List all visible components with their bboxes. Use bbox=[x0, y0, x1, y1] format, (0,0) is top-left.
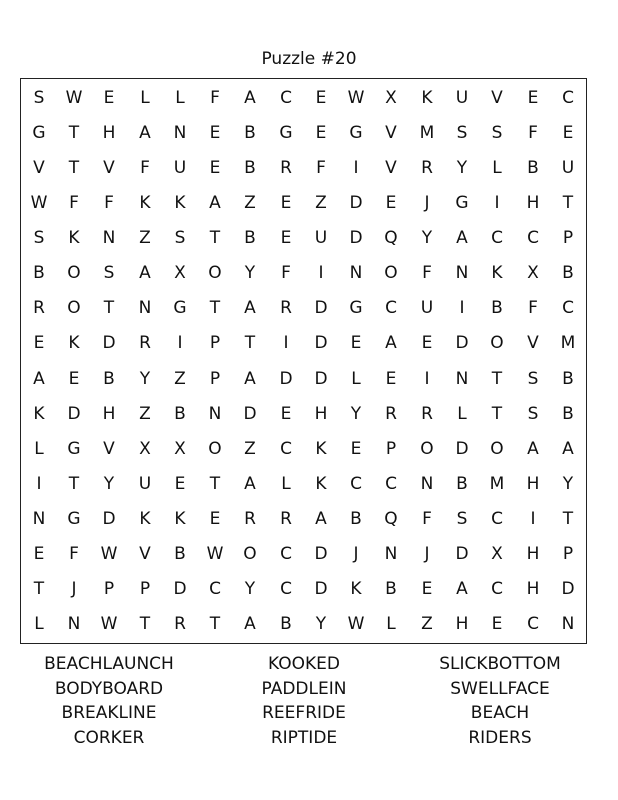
grid-cell[interactable]: T bbox=[68, 474, 80, 494]
grid-cell[interactable]: L bbox=[175, 88, 185, 108]
grid-cell[interactable]: Z bbox=[139, 228, 151, 248]
grid-cell[interactable]: X bbox=[174, 263, 186, 283]
grid-cell[interactable]: A bbox=[527, 439, 539, 459]
grid-cell[interactable]: R bbox=[421, 158, 433, 178]
grid-row bbox=[21, 467, 586, 502]
grid-row bbox=[21, 537, 586, 572]
grid-cell[interactable]: B bbox=[456, 474, 468, 494]
grid-cell[interactable]: D bbox=[314, 579, 328, 599]
grid-cell[interactable]: T bbox=[209, 614, 221, 634]
grid-cell[interactable]: O bbox=[490, 333, 504, 353]
grid-cell[interactable]: I bbox=[494, 193, 500, 213]
grid-row bbox=[21, 502, 586, 537]
grid-cell[interactable]: T bbox=[209, 228, 221, 248]
grid-cell[interactable]: O bbox=[243, 544, 257, 564]
grid-cell[interactable]: A bbox=[244, 369, 256, 389]
grid-cell[interactable]: H bbox=[455, 614, 469, 634]
grid-cell[interactable]: C bbox=[562, 88, 574, 108]
grid-cell[interactable]: C bbox=[350, 474, 362, 494]
grid-cell[interactable]: A bbox=[244, 474, 256, 494]
grid-cell[interactable]: U bbox=[420, 298, 434, 318]
grid-cell[interactable]: O bbox=[208, 263, 222, 283]
grid-cell[interactable]: C bbox=[385, 298, 397, 318]
grid-row bbox=[21, 397, 586, 432]
grid-cell[interactable]: K bbox=[174, 193, 186, 213]
grid-cell[interactable]: T bbox=[491, 369, 503, 389]
grid-cell[interactable]: K bbox=[139, 509, 151, 529]
grid-cell[interactable]: K bbox=[68, 333, 80, 353]
grid-cell[interactable]: W bbox=[100, 614, 118, 634]
grid-cell[interactable]: P bbox=[139, 579, 151, 599]
grid-cell[interactable]: Y bbox=[421, 228, 433, 248]
grid-cell[interactable]: E bbox=[491, 614, 503, 634]
grid-cell[interactable]: W bbox=[347, 88, 365, 108]
grid-cell[interactable]: C bbox=[491, 228, 503, 248]
grid-cell[interactable]: C bbox=[491, 509, 503, 529]
grid-row bbox=[21, 291, 586, 326]
grid-cell[interactable]: D bbox=[455, 333, 469, 353]
grid-cell[interactable]: V bbox=[139, 544, 151, 564]
grid-cell[interactable]: L bbox=[140, 88, 150, 108]
grid-row bbox=[21, 256, 586, 291]
grid-cell[interactable]: E bbox=[421, 579, 433, 599]
grid-row bbox=[21, 116, 586, 151]
grid-cell[interactable]: R bbox=[139, 333, 151, 353]
grid-cell[interactable]: T bbox=[562, 509, 574, 529]
grid-cell[interactable]: X bbox=[139, 439, 151, 459]
grid-cell[interactable]: B bbox=[491, 298, 503, 318]
grid-cell[interactable]: T bbox=[209, 474, 221, 494]
grid-cell[interactable]: F bbox=[104, 193, 114, 213]
grid-cell[interactable]: E bbox=[562, 123, 574, 143]
word-list-item: REEFRIDE bbox=[262, 703, 346, 724]
grid-cell[interactable]: P bbox=[209, 333, 221, 353]
grid-cell[interactable]: J bbox=[71, 579, 77, 599]
word-list-item: SWELLFACE bbox=[450, 678, 550, 699]
grid-cell[interactable]: R bbox=[280, 298, 292, 318]
grid-cell[interactable]: R bbox=[421, 404, 433, 424]
grid-cell[interactable]: N bbox=[420, 474, 434, 494]
grid-cell[interactable]: V bbox=[385, 158, 397, 178]
grid-cell[interactable]: V bbox=[33, 158, 45, 178]
grid-cell[interactable]: P bbox=[562, 544, 574, 564]
grid-cell[interactable]: L bbox=[386, 614, 396, 634]
grid-cell[interactable]: X bbox=[174, 439, 186, 459]
grid-cell[interactable]: E bbox=[103, 88, 115, 108]
grid-cell[interactable]: S bbox=[174, 228, 186, 248]
grid-cell[interactable]: M bbox=[489, 474, 505, 494]
grid-cell[interactable]: S bbox=[527, 404, 539, 424]
grid-cell[interactable]: Y bbox=[315, 614, 327, 634]
grid-cell[interactable]: C bbox=[385, 474, 397, 494]
puzzle-title: Puzzle #20 bbox=[261, 49, 357, 69]
grid-cell[interactable]: F bbox=[422, 509, 432, 529]
grid-cell[interactable]: Z bbox=[244, 439, 256, 459]
grid-cell[interactable]: A bbox=[562, 439, 574, 459]
grid-cell[interactable]: C bbox=[527, 614, 539, 634]
grid-cell[interactable]: E bbox=[209, 158, 221, 178]
grid-cell[interactable]: U bbox=[561, 158, 575, 178]
grid-cell[interactable]: H bbox=[526, 579, 540, 599]
grid-cell[interactable]: V bbox=[103, 439, 115, 459]
grid-cell[interactable]: B bbox=[33, 263, 45, 283]
grid-cell[interactable]: L bbox=[457, 404, 467, 424]
grid-cell[interactable]: H bbox=[526, 544, 540, 564]
grid-cell[interactable]: T bbox=[244, 333, 256, 353]
grid-cell[interactable]: T bbox=[103, 298, 115, 318]
grid-cell[interactable]: K bbox=[491, 263, 503, 283]
grid-cell[interactable]: D bbox=[102, 333, 116, 353]
grid-row bbox=[21, 572, 586, 607]
grid-cell[interactable]: J bbox=[353, 544, 359, 564]
grid-cell[interactable]: M bbox=[560, 333, 576, 353]
grid-cell[interactable]: Z bbox=[315, 193, 327, 213]
grid-cell[interactable]: F bbox=[210, 88, 220, 108]
grid-cell[interactable]: A bbox=[139, 123, 151, 143]
grid-cell[interactable]: Y bbox=[350, 404, 362, 424]
grid-cell[interactable]: F bbox=[316, 158, 326, 178]
word-list-item: BODYBOARD bbox=[54, 678, 164, 699]
grid-cell[interactable]: K bbox=[315, 474, 327, 494]
grid-cell[interactable]: A bbox=[139, 263, 151, 283]
grid-cell[interactable]: V bbox=[527, 333, 539, 353]
grid-cell[interactable]: R bbox=[385, 404, 397, 424]
grid-cell[interactable]: T bbox=[68, 158, 80, 178]
word-list bbox=[0, 652, 618, 762]
grid-cell[interactable]: Y bbox=[244, 263, 256, 283]
grid-cell[interactable]: H bbox=[526, 193, 540, 213]
grid-cell[interactable]: C bbox=[562, 298, 574, 318]
grid-cell[interactable]: A bbox=[209, 193, 221, 213]
grid-cell[interactable]: J bbox=[424, 193, 430, 213]
grid-cell[interactable]: N bbox=[173, 123, 187, 143]
grid-cell[interactable]: R bbox=[33, 298, 45, 318]
grid-cell[interactable]: H bbox=[314, 404, 328, 424]
grid-cell[interactable]: S bbox=[456, 509, 468, 529]
grid-cell[interactable]: E bbox=[350, 333, 362, 353]
grid-cell[interactable]: O bbox=[420, 439, 434, 459]
grid-cell[interactable]: W bbox=[65, 88, 83, 108]
grid-cell[interactable]: W bbox=[347, 614, 365, 634]
grid-cell[interactable]: E bbox=[33, 333, 45, 353]
grid-cell[interactable]: Z bbox=[139, 404, 151, 424]
grid-cell[interactable]: K bbox=[350, 579, 362, 599]
word-list-column bbox=[204, 652, 404, 750]
grid-cell[interactable]: A bbox=[244, 298, 256, 318]
grid-cell[interactable]: C bbox=[280, 544, 292, 564]
grid-row bbox=[21, 186, 586, 221]
grid-cell[interactable]: A bbox=[244, 614, 256, 634]
grid-cell[interactable]: Y bbox=[562, 474, 574, 494]
word-list-item: SLICKBOTTOM bbox=[439, 654, 561, 674]
grid-cell[interactable]: E bbox=[385, 369, 397, 389]
grid-cell[interactable]: D bbox=[243, 404, 257, 424]
grid-cell[interactable]: E bbox=[315, 88, 327, 108]
grid-cell[interactable]: U bbox=[314, 228, 328, 248]
grid-cell[interactable]: D bbox=[455, 544, 469, 564]
word-list-item: BEACHLAUNCH bbox=[44, 654, 174, 674]
grid-cell[interactable]: L bbox=[34, 614, 44, 634]
grid-cell[interactable]: P bbox=[209, 369, 221, 389]
grid-cell[interactable]: T bbox=[68, 123, 80, 143]
grid-cell[interactable]: I bbox=[424, 369, 430, 389]
grid-cell[interactable]: B bbox=[350, 509, 362, 529]
grid-cell[interactable]: H bbox=[102, 404, 116, 424]
grid-cell[interactable]: N bbox=[349, 263, 363, 283]
grid-cell[interactable]: N bbox=[32, 509, 46, 529]
grid-cell[interactable]: F bbox=[69, 193, 79, 213]
grid-cell[interactable]: H bbox=[102, 123, 116, 143]
grid-cell[interactable]: R bbox=[244, 509, 256, 529]
grid-cell[interactable]: A bbox=[456, 579, 468, 599]
grid-cell[interactable]: T bbox=[33, 579, 45, 599]
grid-cell[interactable]: P bbox=[103, 579, 115, 599]
word-list-item: RIPTIDE bbox=[270, 727, 338, 748]
grid-cell[interactable]: I bbox=[177, 333, 183, 353]
grid-cell[interactable]: R bbox=[174, 614, 186, 634]
grid-cell[interactable]: A bbox=[244, 88, 256, 108]
grid-cell[interactable]: B bbox=[103, 369, 115, 389]
grid-cell[interactable]: D bbox=[314, 369, 328, 389]
grid-cell[interactable]: W bbox=[206, 544, 224, 564]
grid-cell[interactable]: D bbox=[314, 333, 328, 353]
grid-cell[interactable]: B bbox=[244, 228, 256, 248]
grid-cell[interactable]: E bbox=[280, 193, 292, 213]
grid-cell[interactable]: D bbox=[349, 228, 363, 248]
grid-cell[interactable]: X bbox=[385, 88, 397, 108]
grid-row bbox=[21, 362, 586, 397]
grid-row bbox=[21, 81, 586, 116]
grid-cell[interactable]: D bbox=[279, 369, 293, 389]
grid-cell[interactable]: S bbox=[491, 123, 503, 143]
grid-row bbox=[21, 151, 586, 186]
grid-cell[interactable]: B bbox=[174, 404, 186, 424]
grid-cell[interactable]: G bbox=[32, 123, 46, 143]
word-list-item: RIDERS bbox=[468, 727, 532, 748]
grid-cell[interactable]: B bbox=[562, 369, 574, 389]
grid-cell[interactable]: F bbox=[69, 544, 79, 564]
grid-row bbox=[21, 607, 586, 642]
grid-cell[interactable]: K bbox=[68, 228, 80, 248]
grid-cell[interactable]: C bbox=[527, 228, 539, 248]
grid-cell[interactable]: Y bbox=[456, 158, 468, 178]
word-list-item: PADDLEIN bbox=[261, 678, 347, 699]
grid-cell[interactable]: N bbox=[67, 614, 81, 634]
grid-cell[interactable]: I bbox=[353, 158, 359, 178]
grid-cell[interactable]: R bbox=[280, 158, 292, 178]
grid-cell[interactable]: G bbox=[173, 298, 187, 318]
grid-cell[interactable]: Y bbox=[103, 474, 115, 494]
grid-cell[interactable]: C bbox=[209, 579, 221, 599]
grid-cell[interactable]: B bbox=[562, 263, 574, 283]
grid-cell[interactable]: X bbox=[527, 263, 539, 283]
grid-cell[interactable]: E bbox=[174, 474, 186, 494]
grid-cell[interactable]: B bbox=[562, 404, 574, 424]
grid-cell[interactable]: C bbox=[280, 439, 292, 459]
grid-row bbox=[21, 326, 586, 361]
grid-cell[interactable]: O bbox=[208, 439, 222, 459]
grid-cell[interactable]: S bbox=[527, 369, 539, 389]
word-list-item: BEACH bbox=[470, 703, 530, 724]
grid-cell[interactable]: T bbox=[491, 404, 503, 424]
grid-cell[interactable]: P bbox=[562, 228, 574, 248]
grid-row bbox=[21, 432, 586, 467]
grid-cell[interactable]: X bbox=[491, 544, 503, 564]
grid-cell[interactable]: N bbox=[455, 263, 469, 283]
grid-cell[interactable]: Z bbox=[174, 369, 186, 389]
grid-cell[interactable]: W bbox=[30, 193, 48, 213]
grid-cell[interactable]: Q bbox=[384, 509, 398, 529]
grid-cell[interactable]: J bbox=[424, 544, 430, 564]
grid-cell[interactable]: L bbox=[492, 158, 502, 178]
grid-cell[interactable]: U bbox=[173, 158, 187, 178]
word-list-item: KOOKED bbox=[268, 654, 340, 674]
grid-cell[interactable]: I bbox=[318, 263, 324, 283]
grid-cell[interactable]: Y bbox=[139, 369, 151, 389]
grid-cell[interactable]: W bbox=[100, 544, 118, 564]
grid-cell[interactable]: N bbox=[455, 369, 469, 389]
grid-cell[interactable]: D bbox=[102, 509, 116, 529]
grid-cell[interactable]: D bbox=[455, 439, 469, 459]
letter-grid bbox=[20, 78, 587, 644]
grid-cell[interactable]: C bbox=[280, 579, 292, 599]
grid-cell[interactable]: O bbox=[384, 263, 398, 283]
grid-cell[interactable]: Y bbox=[244, 579, 256, 599]
grid-cell[interactable]: O bbox=[67, 298, 81, 318]
grid-cell[interactable]: D bbox=[67, 404, 81, 424]
grid-cell[interactable]: L bbox=[34, 439, 44, 459]
grid-cell[interactable]: U bbox=[138, 474, 152, 494]
grid-cell[interactable]: K bbox=[33, 404, 45, 424]
grid-cell[interactable]: E bbox=[280, 228, 292, 248]
grid-cell[interactable]: E bbox=[315, 123, 327, 143]
grid-cell[interactable]: G bbox=[455, 193, 469, 213]
grid-cell[interactable]: G bbox=[279, 123, 293, 143]
grid-cell[interactable]: F bbox=[528, 123, 538, 143]
grid-cell[interactable]: I bbox=[36, 474, 42, 494]
grid-cell[interactable]: E bbox=[280, 404, 292, 424]
grid-cell[interactable]: B bbox=[280, 614, 292, 634]
grid-cell[interactable]: G bbox=[67, 509, 81, 529]
grid-cell[interactable]: I bbox=[459, 298, 465, 318]
grid-cell[interactable]: N bbox=[138, 298, 152, 318]
grid-cell[interactable]: K bbox=[421, 88, 433, 108]
grid-cell[interactable]: D bbox=[349, 193, 363, 213]
grid-cell[interactable]: O bbox=[67, 263, 81, 283]
grid-cell[interactable]: I bbox=[530, 509, 536, 529]
grid-cell[interactable]: N bbox=[384, 544, 398, 564]
grid-cell[interactable]: V bbox=[491, 88, 503, 108]
grid-cell[interactable]: L bbox=[281, 474, 291, 494]
word-list-column bbox=[400, 652, 600, 750]
word-list-column bbox=[9, 652, 209, 750]
grid-cell[interactable]: D bbox=[314, 298, 328, 318]
grid-cell[interactable]: Z bbox=[421, 614, 433, 634]
grid-cell[interactable]: F bbox=[528, 298, 538, 318]
grid-cell[interactable]: N bbox=[208, 404, 222, 424]
grid-cell[interactable]: B bbox=[527, 158, 539, 178]
grid-cell[interactable]: K bbox=[315, 439, 327, 459]
grid-cell[interactable]: S bbox=[33, 88, 45, 108]
grid-cell[interactable]: T bbox=[209, 298, 221, 318]
grid-cell[interactable]: K bbox=[139, 193, 151, 213]
grid-cell[interactable]: D bbox=[561, 579, 575, 599]
grid-cell[interactable]: G bbox=[349, 298, 363, 318]
grid-cell[interactable]: N bbox=[102, 228, 116, 248]
grid-row bbox=[21, 221, 586, 256]
grid-cell[interactable]: S bbox=[456, 123, 468, 143]
grid-cell[interactable]: P bbox=[385, 439, 397, 459]
grid-cell[interactable]: V bbox=[103, 158, 115, 178]
grid-cell[interactable]: K bbox=[174, 509, 186, 529]
grid-cell[interactable]: E bbox=[385, 193, 397, 213]
grid-cell[interactable]: I bbox=[283, 333, 289, 353]
grid-cell[interactable]: E bbox=[68, 369, 80, 389]
grid-cell[interactable]: L bbox=[351, 369, 361, 389]
grid-cell[interactable]: Z bbox=[244, 193, 256, 213]
grid-cell[interactable]: R bbox=[280, 509, 292, 529]
grid-cell[interactable]: D bbox=[173, 579, 187, 599]
grid-cell[interactable]: T bbox=[139, 614, 151, 634]
grid-cell[interactable]: E bbox=[350, 439, 362, 459]
grid-cell[interactable]: N bbox=[561, 614, 575, 634]
grid-cell[interactable]: U bbox=[455, 88, 469, 108]
grid-cell[interactable]: B bbox=[244, 158, 256, 178]
grid-cell[interactable]: C bbox=[491, 579, 503, 599]
grid-cell[interactable]: E bbox=[421, 333, 433, 353]
grid-cell[interactable]: E bbox=[33, 544, 45, 564]
grid-cell[interactable]: C bbox=[280, 88, 292, 108]
grid-cell[interactable]: O bbox=[490, 439, 504, 459]
grid-cell[interactable]: F bbox=[422, 263, 432, 283]
grid-cell[interactable]: G bbox=[67, 439, 81, 459]
grid-cell[interactable]: G bbox=[349, 123, 363, 143]
grid-cell[interactable]: F bbox=[140, 158, 150, 178]
grid-cell[interactable]: E bbox=[209, 509, 221, 529]
grid-cell[interactable]: E bbox=[527, 88, 539, 108]
grid-cell[interactable]: B bbox=[174, 544, 186, 564]
grid-cell[interactable]: F bbox=[281, 263, 291, 283]
grid-cell[interactable]: Q bbox=[384, 228, 398, 248]
grid-cell[interactable]: B bbox=[385, 579, 397, 599]
grid-cell[interactable]: S bbox=[103, 263, 115, 283]
grid-cell[interactable]: S bbox=[33, 228, 45, 248]
grid-cell[interactable]: E bbox=[209, 123, 221, 143]
grid-cell[interactable]: D bbox=[314, 544, 328, 564]
word-list-item: BREAKLINE bbox=[61, 703, 157, 724]
grid-cell[interactable]: A bbox=[33, 369, 45, 389]
grid-cell[interactable]: A bbox=[385, 333, 397, 353]
word-list-item: CORKER bbox=[73, 727, 145, 748]
grid-cell[interactable]: M bbox=[419, 123, 435, 143]
grid-cell[interactable]: T bbox=[562, 193, 574, 213]
grid-cell[interactable]: V bbox=[385, 123, 397, 143]
grid-cell[interactable]: B bbox=[244, 123, 256, 143]
grid-cell[interactable]: A bbox=[315, 509, 327, 529]
grid-cell[interactable]: H bbox=[526, 474, 540, 494]
grid-cell[interactable]: A bbox=[456, 228, 468, 248]
